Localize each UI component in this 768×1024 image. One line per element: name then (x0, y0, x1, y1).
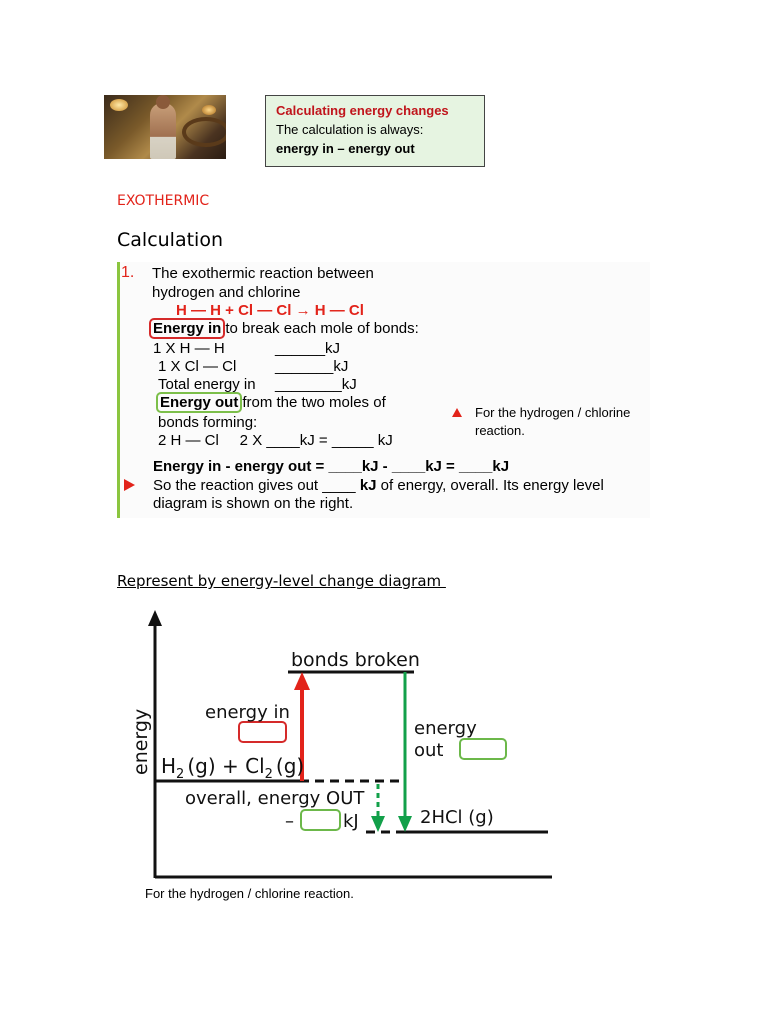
energy-out-rest: from the two moles of (242, 394, 386, 411)
overall-answer-box (301, 810, 340, 830)
energy-out-label: Energy out (156, 392, 242, 413)
overall-dash: – (285, 811, 294, 832)
calc-line1: The exothermic reaction between (152, 265, 374, 282)
info-box-line1: The calculation is always: (276, 122, 424, 137)
row3-left: Total energy in (158, 376, 256, 393)
energy-in-answer-box (239, 722, 286, 742)
row1-left: 1 X H — H (153, 340, 225, 357)
energy-out-arrowhead-icon (398, 816, 412, 832)
row3-right: ________kJ (275, 376, 357, 393)
product-label: 2HCl (g) (420, 807, 494, 828)
calc-line2: hydrogen and chlorine (152, 284, 301, 301)
info-box-title: Calculating energy changes (276, 103, 449, 118)
energy-out-label-2: out (414, 740, 444, 761)
conclusion-line2: diagram is shown on the right. (153, 495, 354, 512)
exothermic-heading: EXOTHERMIC (117, 193, 210, 209)
row1-right: ______kJ (275, 340, 341, 357)
overall-arrowhead-icon (371, 816, 385, 832)
conclusion-kj: kJ (359, 477, 377, 494)
y-axis-arrow-icon (148, 610, 162, 626)
summary-line: Energy in - energy out = ____kJ - ____kJ = ____kJ (153, 458, 510, 475)
energy-in-rest: to break each mole of bonds: (225, 320, 419, 337)
energy-in-diagram-label: energy in (205, 702, 290, 723)
overall-label: overall, energy OUT (185, 788, 365, 809)
represent-heading: Represent by energy-level change diagram (117, 572, 446, 590)
bonds-broken-label: bonds broken (291, 649, 420, 671)
row2-left: 1 X Cl — Cl (158, 358, 237, 375)
question-number: 1. (121, 264, 135, 281)
reaction-equation: H — H + Cl — Cl → H — Cl (176, 302, 364, 319)
side-note-line1: For the hydrogen / chlorine (475, 405, 631, 420)
calculation-heading: Calculation (117, 229, 223, 251)
conclusion-a: So the reaction gives out ____ (153, 477, 356, 494)
row4: 2 H — Cl 2 X ____kJ = _____ kJ (158, 432, 393, 449)
reactants-label: $H_2$ $(g) + Cl_2$ (g) (161, 754, 305, 782)
energy-in-arrowhead-icon (294, 672, 310, 690)
bonds-forming: bonds forming: (158, 414, 258, 431)
diagram-caption: For the hydrogen / chlorine reaction. (145, 886, 354, 901)
energy-in-label: Energy in (149, 318, 225, 339)
y-axis-label: energy (130, 708, 152, 775)
overall-kj: kJ (343, 811, 359, 832)
info-box-line2: energy in – energy out (276, 141, 415, 156)
row2-right: _______kJ (275, 358, 349, 375)
energy-out-answer-box (460, 739, 506, 759)
conclusion-b: of energy, overall. Its energy level (380, 477, 604, 494)
energy-out-label-1: energy (414, 718, 477, 739)
side-note-line2: reaction. (475, 423, 525, 438)
